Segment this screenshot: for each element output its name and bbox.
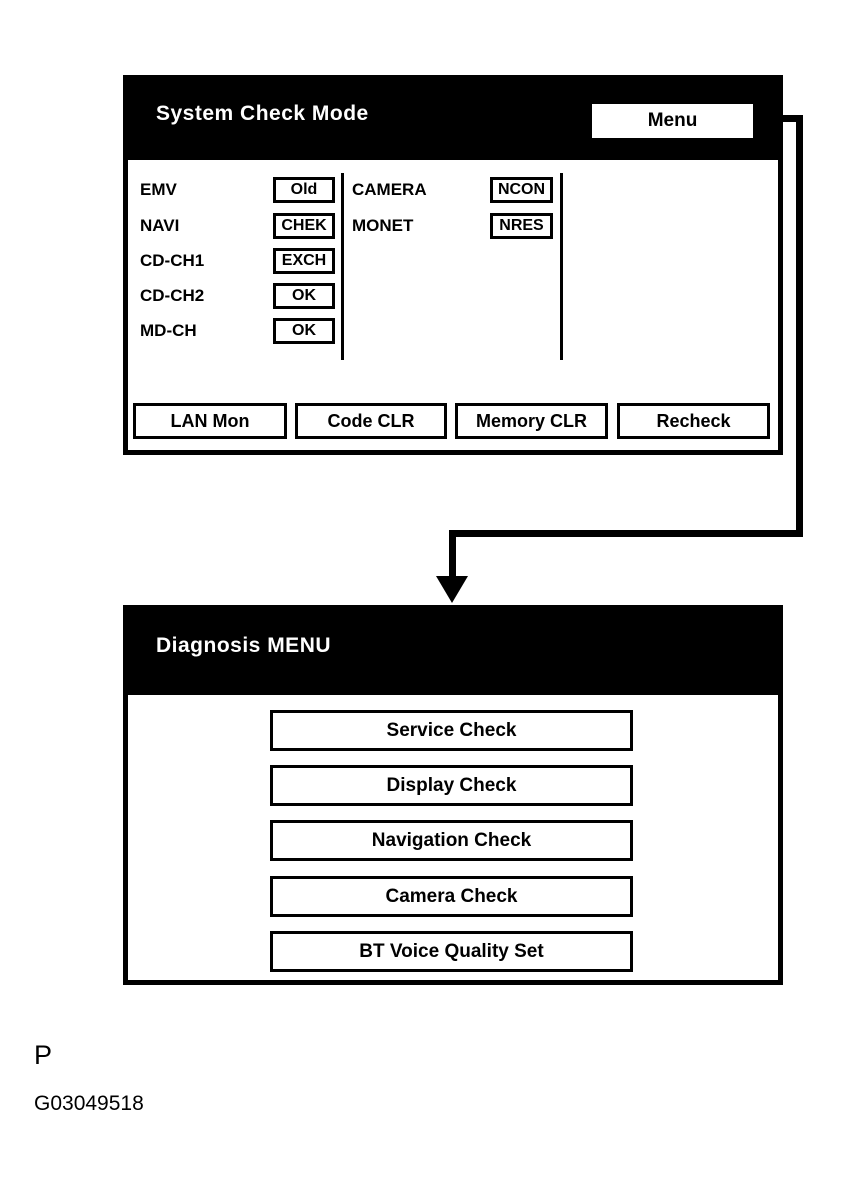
device-label-camera: CAMERA: [352, 180, 427, 199]
flow-arrow-segment-2: [796, 115, 803, 537]
menu-button[interactable]: Menu: [592, 104, 753, 138]
flow-arrow-segment-3: [449, 530, 803, 537]
camera-check-button[interactable]: Camera Check: [270, 876, 633, 917]
flow-arrow-segment-4: [449, 530, 456, 577]
memory-clr-button[interactable]: Memory CLR: [455, 403, 608, 439]
diagnosis-menu-screen: [123, 605, 783, 985]
flow-arrowhead-icon: [436, 576, 468, 603]
page-letter: P: [34, 1040, 53, 1070]
system-check-title: System Check Mode: [156, 102, 369, 125]
figure-id: G03049518: [34, 1092, 144, 1115]
status-badge-navi: CHEK: [273, 213, 335, 239]
diagnosis-menu-title: Diagnosis MENU: [156, 634, 332, 657]
column-divider-left: [341, 173, 344, 360]
device-label-monet: MONET: [352, 216, 414, 235]
status-badge-monet: NRES: [490, 213, 553, 239]
status-badge-cd-ch1: EXCH: [273, 248, 335, 274]
code-clr-button[interactable]: Code CLR: [295, 403, 447, 439]
status-badge-emv: Old: [273, 177, 335, 203]
bt-voice-quality-set-button[interactable]: BT Voice Quality Set: [270, 931, 633, 972]
device-label-cd-ch1: CD-CH1: [140, 251, 205, 270]
navigation-check-button[interactable]: Navigation Check: [270, 820, 633, 861]
diagnosis-menu-title-bar: [128, 610, 778, 695]
column-divider-right: [560, 173, 563, 360]
lan-mon-button[interactable]: LAN Mon: [133, 403, 287, 439]
device-label-cd-ch2: CD-CH2: [140, 286, 205, 305]
system-check-title-bar: [128, 80, 778, 160]
status-badge-md-ch: OK: [273, 318, 335, 344]
recheck-button[interactable]: Recheck: [617, 403, 770, 439]
service-check-button[interactable]: Service Check: [270, 710, 633, 751]
display-check-button[interactable]: Display Check: [270, 765, 633, 806]
device-label-md-ch: MD-CH: [140, 321, 197, 340]
status-badge-camera: NCON: [490, 177, 553, 203]
status-badge-cd-ch2: OK: [273, 283, 335, 309]
device-label-navi: NAVI: [140, 216, 180, 235]
system-check-screen: [123, 75, 783, 455]
device-label-emv: EMV: [140, 180, 177, 199]
